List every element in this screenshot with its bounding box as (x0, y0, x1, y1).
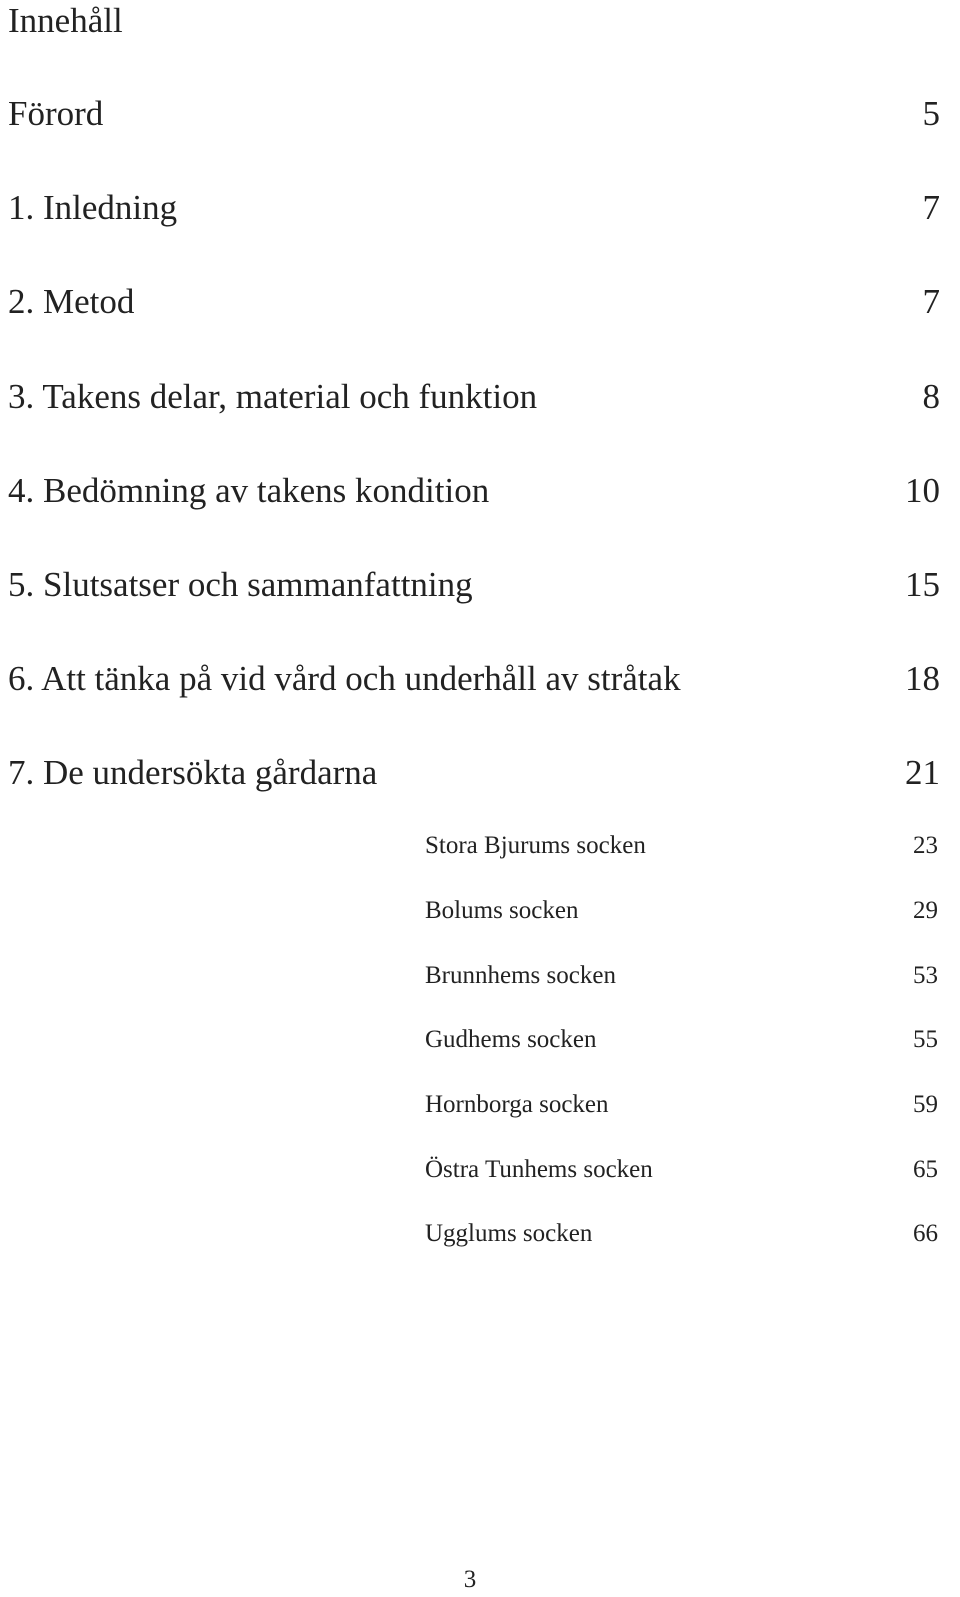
toc-entry[interactable] (8, 564, 940, 606)
toc-entry-page: 21 (905, 753, 940, 792)
toc-subentry[interactable] (425, 1155, 938, 1185)
toc-entry[interactable] (8, 376, 940, 418)
toc-subentry[interactable] (425, 1219, 938, 1249)
toc-entry[interactable] (8, 187, 940, 229)
toc-subentry-label: Bolums socken (425, 897, 579, 924)
toc-entry[interactable] (8, 281, 940, 323)
toc-entry[interactable] (8, 752, 940, 794)
toc-entry[interactable] (8, 93, 940, 135)
toc-subentry-page: 65 (913, 1156, 938, 1183)
toc-entry-label: 3. Takens delar, material och funktion (8, 377, 538, 416)
toc-subentry[interactable] (425, 896, 938, 926)
toc-subentry-page: 55 (913, 1026, 938, 1053)
toc-subentry-page: 59 (913, 1091, 938, 1118)
toc-subentry-label: Ugglums socken (425, 1220, 593, 1247)
toc-entry-page: 7 (922, 282, 940, 321)
toc-subentry-page: 66 (913, 1220, 938, 1247)
toc-subentry-label: Hornborga socken (425, 1091, 609, 1118)
toc-entry-label: 4. Bedömning av takens kondition (8, 471, 490, 510)
toc-subentry-page: 23 (913, 832, 938, 859)
toc-subentry-page: 53 (913, 962, 938, 989)
toc-entry-label: 6. Att tänka på vid vård och underhåll av stråtak (8, 659, 681, 698)
toc-entry-label: 1. Inledning (8, 188, 178, 227)
toc-subentry[interactable] (425, 831, 938, 861)
toc-entry-label: 2. Metod (8, 282, 135, 321)
toc-entry[interactable] (8, 658, 940, 700)
toc-subentry[interactable] (425, 961, 938, 991)
toc-entry-label: 5. Slutsatser och sammanfattning (8, 565, 473, 604)
toc-subentry[interactable] (425, 1090, 938, 1120)
toc-entry-page: 5 (922, 94, 940, 133)
toc-subentry-label: Gudhems socken (425, 1026, 597, 1053)
toc-heading: Innehåll (8, 1, 123, 40)
page-number: 3 (463, 1566, 477, 1593)
toc-entry-page: 7 (922, 188, 940, 227)
toc-subentry-page: 29 (913, 897, 938, 924)
toc-entry-label: Förord (8, 94, 104, 133)
toc-subentry-label: Brunnhems socken (425, 962, 616, 989)
toc-subentry-label: Östra Tunhems socken (425, 1156, 653, 1183)
toc-entry-label: 7. De undersökta gårdarna (8, 753, 378, 792)
toc-entry-page: 15 (905, 565, 940, 604)
toc-entry-page: 18 (905, 659, 940, 698)
toc-subentry-label: Stora Bjurums socken (425, 832, 646, 859)
toc-entry[interactable] (8, 470, 940, 512)
toc-entry-page: 8 (922, 377, 940, 416)
toc-subentry[interactable] (425, 1025, 938, 1055)
toc-entry-page: 10 (905, 471, 940, 510)
